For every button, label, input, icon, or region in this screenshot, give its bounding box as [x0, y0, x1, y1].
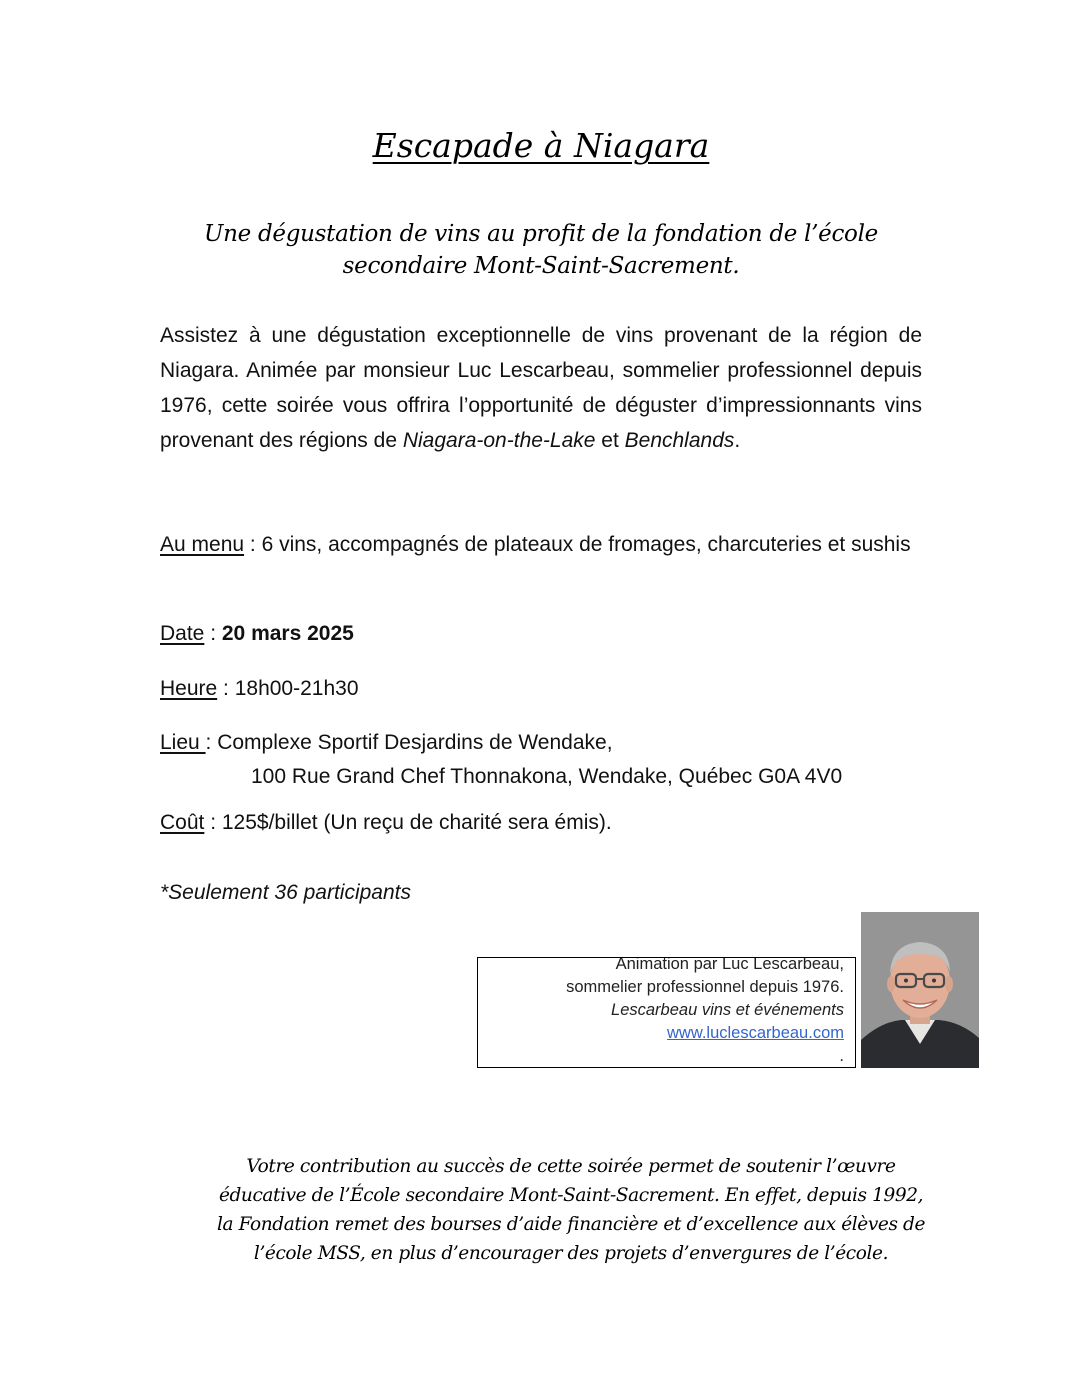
location-label: Lieu: [160, 731, 206, 754]
caption-line-1: Animation par Luc Lescarbeau,: [615, 957, 844, 973]
page-title: Escapade à Niagara: [372, 126, 710, 165]
menu-line: [160, 528, 922, 562]
location-venue: : Complexe Sportif Desjardins de Wendake,: [205, 731, 613, 754]
location-address: 100 Rue Grand Chef Thonnakona, Wendake, Québec G0A 4V0: [251, 765, 843, 788]
host-caption: [566, 957, 844, 1068]
menu-value: : 6 vins, accompagnés de plateaux de fromages, charcuteries et sushis: [244, 533, 911, 556]
date-value: 20 mars 2025: [221, 622, 354, 645]
location-line: [160, 726, 922, 794]
date-line: [160, 617, 922, 651]
intro-joiner: et: [595, 429, 625, 452]
date-label: Date: [160, 622, 205, 645]
host-photo: [861, 912, 979, 1068]
intro-end: .: [734, 429, 741, 452]
date-separator: :: [204, 622, 222, 645]
time-value: : 18h00-21h30: [217, 677, 359, 700]
page-subtitle: Une dégustation de vins au profit de la fondation de l’école secondaire Mont-Saint-Sacrement.: [204, 221, 878, 279]
portrait-illustration: [861, 912, 979, 1068]
caption-line-2: sommelier professionnel depuis 1976.: [566, 978, 844, 996]
menu-label: Au menu: [160, 533, 245, 556]
cost-value: : 125$/billet (Un reçu de charité sera émis).: [204, 811, 612, 834]
cost-line: [160, 806, 922, 840]
intro-paragraph: [160, 318, 922, 458]
caption-trailing: .: [839, 1047, 844, 1065]
intro-text: Assistez à une dégustation exceptionnelle de vins provenant de la région de Niagara. Animée par monsieur Luc Lescarbeau, sommelier professionnel depuis 1976, cette soirée vous offrira l’opportunité de déguster d’impressionnants vins provenant des régions de: [160, 324, 922, 452]
region-niagara-on-the-lake: Niagara-on-the-Lake: [402, 429, 596, 452]
region-benchlands: Benchlands: [624, 429, 735, 452]
website-link[interactable]: www.luclescarbeau.com: [667, 1024, 844, 1042]
time-line: [160, 672, 922, 706]
host-caption-box: [477, 957, 856, 1068]
caption-company: Lescarbeau vins et événements: [611, 1001, 844, 1019]
participants-note: *Seulement 36 participants: [160, 881, 411, 904]
closing-paragraph: Votre contribution au succès de cette soirée permet de soutenir l’œuvre éducative de l’École secondaire Mont-Saint-Sacrement. En effet, depuis 1992, la Fondation remet des bourses d’aide financière et d’excellence aux élèves de l’école MSS, en plus d’encourager des projets d’envergures de l’école.: [216, 1156, 926, 1264]
cost-label: Coût: [160, 811, 205, 834]
time-label: Heure: [160, 677, 218, 700]
